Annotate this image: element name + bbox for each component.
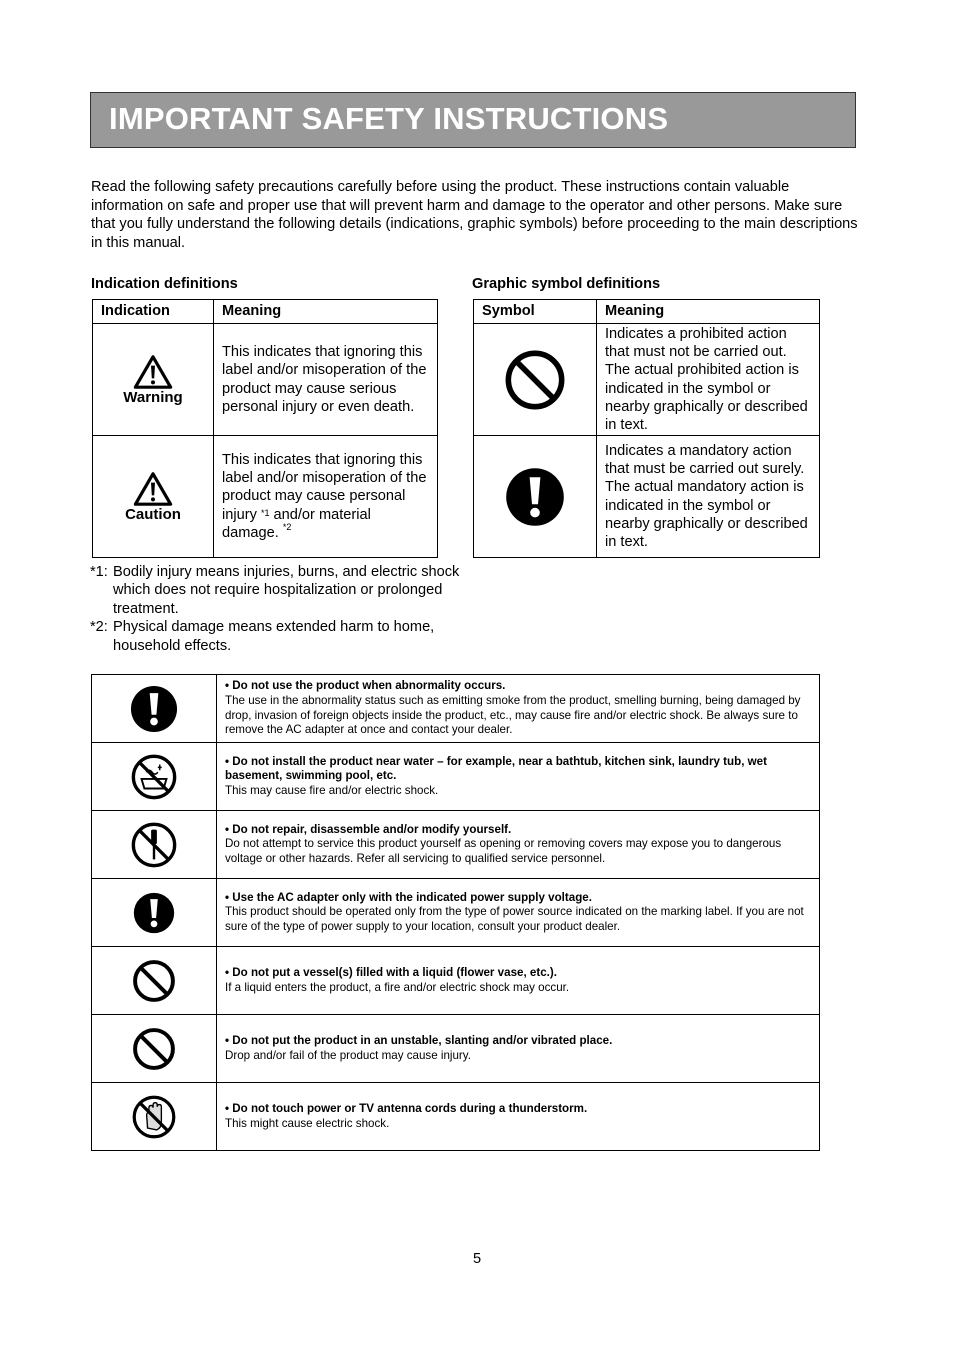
graphic-row-mandatory	[474, 436, 820, 558]
prohibited-icon	[132, 974, 176, 987]
safety-item-text	[217, 811, 820, 879]
warning-symbol-cell	[93, 324, 214, 436]
safety-item	[92, 811, 820, 879]
intro-paragraph: Read the following safety precautions carefully before using the product. These instructions contain valuable information on safe and proper use that will prevent harm and damage to the operator and other persons. Make sure that you fully understand the following details (indications, graphic symbols) before proceeding to the main descriptions in this manual.	[91, 179, 858, 251]
caution-meaning-text-a: This indicates that ignoring this label and/or misoperation of the product may cause personal injury	[222, 451, 427, 523]
safety-items-table	[91, 674, 820, 1151]
safety-item-heading: • Do not repair, disassemble and/or modify yourself.	[225, 822, 512, 836]
safety-item-heading: • Do not use the product when abnormality occurs.	[225, 679, 506, 693]
safety-item-heading: • Do not install the product near water – for example, near a bathtub, kitchen sink, laundry tub, wet basement, swimming pool, etc.	[225, 754, 767, 783]
footnote-1	[90, 563, 475, 618]
meaning-col-header: Meaning	[214, 300, 438, 324]
mandatory-symbol-cell	[474, 436, 597, 558]
safety-item-heading: • Do not touch power or TV antenna cords during a thunderstorm.	[225, 1101, 588, 1115]
safety-item	[92, 743, 820, 811]
footnote-2-text: Physical damage means extended harm to home, household effects.	[113, 619, 435, 654]
safety-item	[92, 1083, 820, 1151]
safety-item-body: This may cause fire and/or electric shock.	[225, 783, 439, 797]
page-number: 5	[472, 1251, 482, 1267]
safety-item-text	[217, 1083, 820, 1151]
footnote-mark-1: *1	[260, 507, 270, 518]
graphic-row-prohibited	[474, 324, 820, 436]
mandatory-meaning: Indicates a mandatory action that must be carried out surely. The actual mandatory action is indicated in the symbol or nearby graphically or described in text.	[597, 436, 820, 558]
safety-item-body: The use in the abnormality status such as emitting smoke from the product, smelling burning, being damaged by drop, invasion of foreign objects inside the product, etc., may cause fire and/or electric shock. Be always sure to remove the AC adapter at once and contact your dealer.	[225, 693, 801, 737]
indication-row-warning	[93, 324, 438, 436]
safety-item-heading: • Use the AC adapter only with the indicated power supply voltage.	[225, 890, 592, 904]
graphic-meaning-col-header: Meaning	[597, 300, 820, 324]
page-title: IMPORTANT SAFETY INSTRUCTIONS	[109, 101, 669, 136]
prohibited-meaning: Indicates a prohibited action that must not be carried out. The actual prohibited action is indicated in the symbol or nearby graphically or described in text.	[597, 324, 820, 436]
mandatory-icon	[130, 702, 178, 715]
warning-label: Warning	[123, 388, 183, 406]
graphic-heading: Graphic symbol definitions	[472, 276, 661, 292]
safety-icon-cell	[92, 743, 217, 811]
safety-item-body: If a liquid enters the product, a fire and/or electric shock may occur.	[225, 980, 570, 994]
safety-item-body: Drop and/or fail of the product may cause injury.	[225, 1048, 471, 1062]
warning-triangle-icon	[93, 354, 213, 390]
footnote-1-text: Bodily injury means injuries, burns, and electric shock which does not require hospitalization or prolonged treatment.	[113, 564, 460, 617]
mandatory-icon	[505, 488, 565, 504]
safety-item-body: This product should be operated only from the type of power source indicated on the marking label. If you are not sure of the type of power supply to your location, consult your product dealer.	[225, 905, 804, 933]
safety-item-text	[217, 1015, 820, 1083]
safety-item	[92, 1015, 820, 1083]
graphic-symbol-table	[473, 299, 820, 558]
safety-icon-cell	[92, 811, 217, 879]
footnote-2-mark: *2:	[90, 619, 108, 636]
safety-item-body: This might cause electric shock.	[225, 1116, 390, 1130]
safety-item-text	[217, 879, 820, 947]
footnote-1-mark: *1:	[90, 564, 108, 580]
title-bar	[90, 92, 856, 148]
safety-icon-cell	[92, 1015, 217, 1083]
safety-item	[92, 675, 820, 743]
footnotes	[90, 563, 475, 655]
mandatory-icon	[133, 906, 175, 919]
footnote-2	[90, 618, 475, 655]
warning-meaning: This indicates that ignoring this label and/or misoperation of the product may cause serious personal injury or even death.	[214, 324, 438, 436]
caution-triangle-icon	[93, 471, 213, 507]
safety-item-heading: • Do not put a vessel(s) filled with a liquid (flower vase, etc.).	[225, 965, 557, 979]
indication-table	[92, 299, 438, 558]
indication-col-header: Indication	[93, 300, 214, 324]
no-disassemble-icon	[130, 838, 178, 851]
caution-meaning-text-b: and/or material damage.	[222, 506, 371, 541]
prohibited-symbol-cell	[474, 324, 597, 436]
safety-item-body: Do not attempt to service this product yourself as opening or removing covers may expose you to dangerous voltage or other hazards. Refer all servicing to qualified service personnel.	[225, 837, 782, 865]
symbol-col-header: Symbol	[474, 300, 597, 324]
prohibited-icon	[132, 1042, 176, 1055]
safety-icon-cell	[92, 947, 217, 1015]
safety-icon-cell	[92, 675, 217, 743]
safety-item-text	[217, 947, 820, 1015]
indication-heading: Indication definitions	[91, 276, 238, 292]
safety-icon-cell	[92, 879, 217, 947]
caution-label: Caution	[125, 505, 181, 523]
caution-symbol-cell	[93, 436, 214, 558]
safety-item-text	[217, 743, 820, 811]
footnote-mark-2: *2	[282, 521, 292, 532]
prohibited-icon	[504, 371, 566, 387]
safety-item	[92, 879, 820, 947]
no-water-icon	[130, 770, 178, 783]
safety-item	[92, 947, 820, 1015]
safety-item-heading: • Do not put the product in an unstable, slanting and/or vibrated place.	[225, 1033, 613, 1047]
safety-icon-cell	[92, 1083, 217, 1151]
no-touch-icon	[131, 1110, 177, 1123]
safety-item-text	[217, 675, 820, 743]
indication-row-caution	[93, 436, 438, 558]
caution-meaning	[214, 436, 438, 558]
